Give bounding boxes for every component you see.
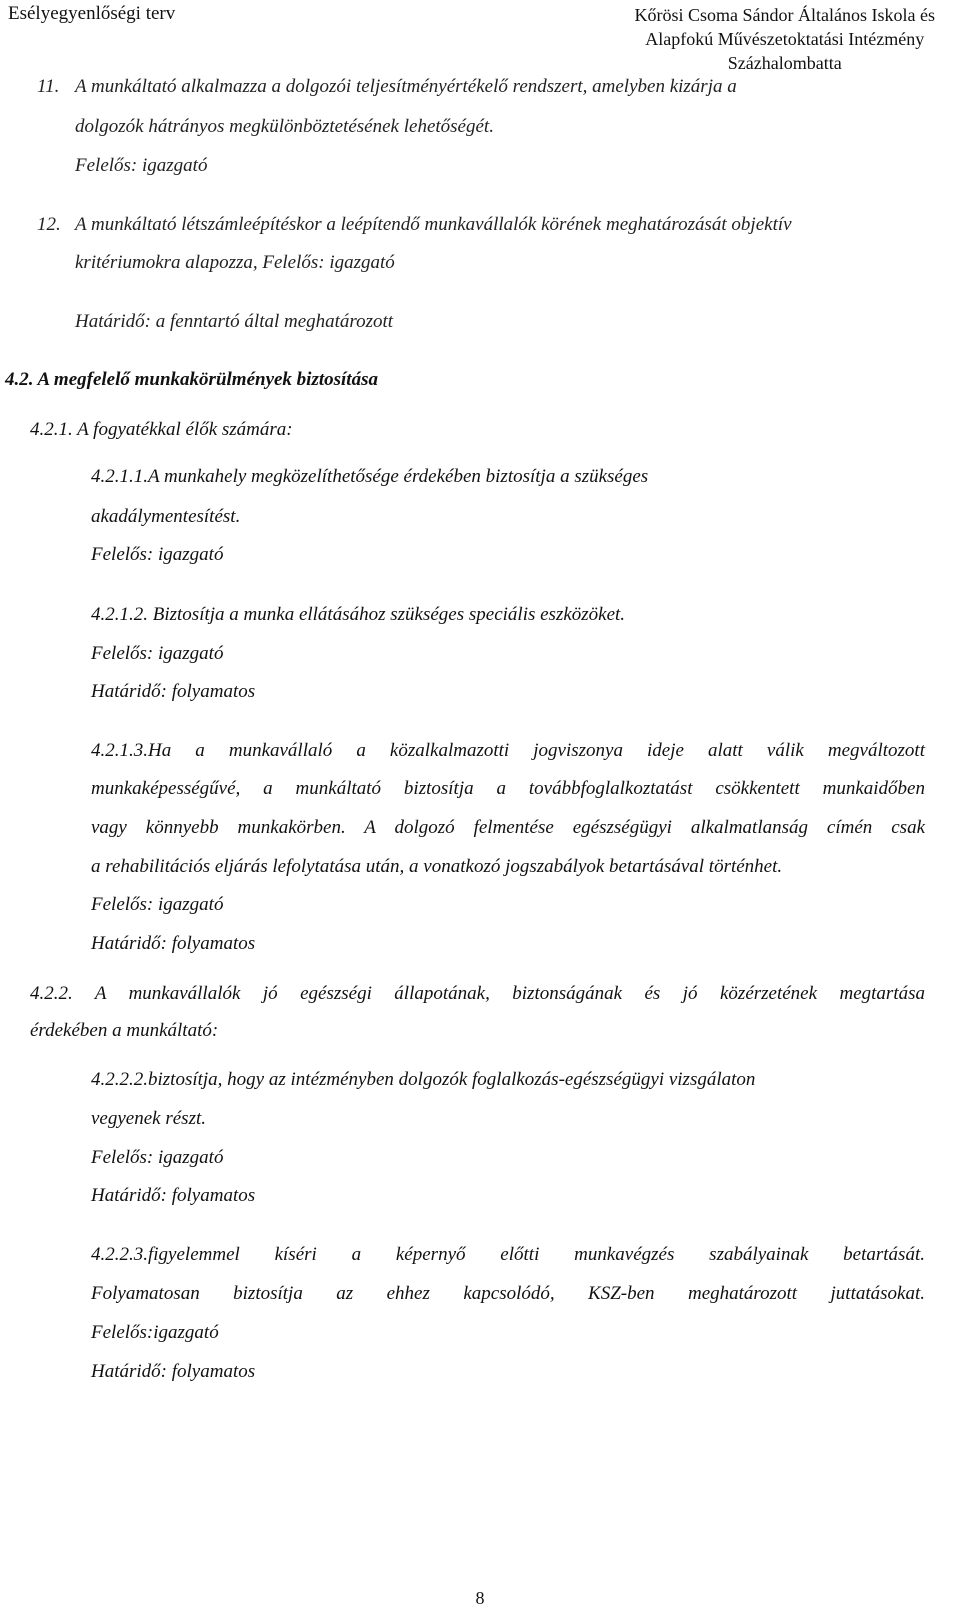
paragraph-line: Folyamatosan biztosítja az ehhez kapcsolódó, KSZ-ben meghatározott juttatásokat. xyxy=(91,1283,925,1304)
deadline-line: Határidő: folyamatos xyxy=(91,1185,256,1206)
responsible-line: Felelős: igazgató xyxy=(91,894,224,915)
responsible-line: Felelős: igazgató xyxy=(91,544,224,565)
deadline-line: Határidő: folyamatos xyxy=(91,681,256,702)
item-11-responsible: Felelős: igazgató xyxy=(75,155,208,176)
paragraph-line: munkaképességűvé, a munkáltató biztosítja a továbbfoglalkoztatást csökkentett munkaidőben xyxy=(91,778,925,799)
deadline-line: Határidő: folyamatos xyxy=(91,933,256,954)
item-11-text: dolgozók hátrányos megkülönböztetésének lehetőségét. xyxy=(75,116,494,137)
paragraph-line: 4.2.2.2.biztosítja, hogy az intézményben dolgozók foglalkozás-egészségügyi vizsgálaton xyxy=(91,1069,756,1090)
header-institution xyxy=(635,3,935,75)
page-header xyxy=(0,0,960,73)
header-title: Esélyegyenlőségi terv xyxy=(8,3,176,24)
item-12-number: 12. xyxy=(37,214,61,235)
paragraph-line: 4.2.1.2. Biztosítja a munka ellátásához szükséges speciális eszközöket. xyxy=(91,604,626,625)
responsible-line: Felelős:igazgató xyxy=(91,1322,219,1343)
section-heading: 4.2. A megfelelő munkakörülmények biztosítása xyxy=(5,369,378,390)
paragraph-line: akadálymentesítést. xyxy=(91,506,241,527)
item-12-text: kritériumokra alapozza, Felelős: igazgató xyxy=(75,252,395,273)
deadline-line: Határidő: folyamatos xyxy=(91,1361,256,1382)
subsection-heading: 4.2.2. A munkavállalók jó egészségi állapotának, biztonságának és jó közérzetének megtartása xyxy=(30,983,925,1004)
page-number: 8 xyxy=(475,1588,485,1608)
responsible-line: Felelős: igazgató xyxy=(91,1147,224,1168)
item-11-text: A munkáltató alkalmazza a dolgozói teljesítményértékelő rendszert, amelyben kizárja a xyxy=(75,76,737,97)
item-12-text: A munkáltató létszámleépítéskor a leépítendő munkavállalók körének meghatározását objektív xyxy=(75,214,792,235)
subsection-heading: 4.2.1. A fogyatékkal élők számára: xyxy=(30,419,293,440)
paragraph-line: a rehabilitációs eljárás lefolytatása után, a vonatkozó jogszabályok betartásával történhet. xyxy=(91,856,783,877)
paragraph-line: 4.2.1.1.A munkahely megközelíthetősége érdekében biztosítja a szükséges xyxy=(91,466,649,487)
item-12-deadline: Határidő: a fenntartó által meghatározott xyxy=(75,311,394,332)
header-institution-line: Százhalombatta xyxy=(727,53,842,73)
paragraph-line: vegyenek részt. xyxy=(91,1108,206,1129)
item-11-number: 11. xyxy=(37,76,60,97)
header-institution-line: Alapfokú Művészetoktatási Intézmény xyxy=(645,29,925,49)
header-institution-line: Kőrösi Csoma Sándor Általános Iskola és xyxy=(634,5,935,25)
responsible-line: Felelős: igazgató xyxy=(91,643,224,664)
paragraph-line: 4.2.2.3.figyelemmel kíséri a képernyő előtti munkavégzés szabályainak betartását. xyxy=(91,1244,925,1265)
paragraph-line: 4.2.1.3.Ha a munkavállaló a közalkalmazotti jogviszonya ideje alatt válik megváltozott xyxy=(91,740,925,761)
subsection-heading: érdekében a munkáltató: xyxy=(30,1020,219,1041)
paragraph-line: vagy könnyebb munkakörben. A dolgozó felmentése egészségügyi alkalmatlanság címén csak xyxy=(91,817,925,838)
